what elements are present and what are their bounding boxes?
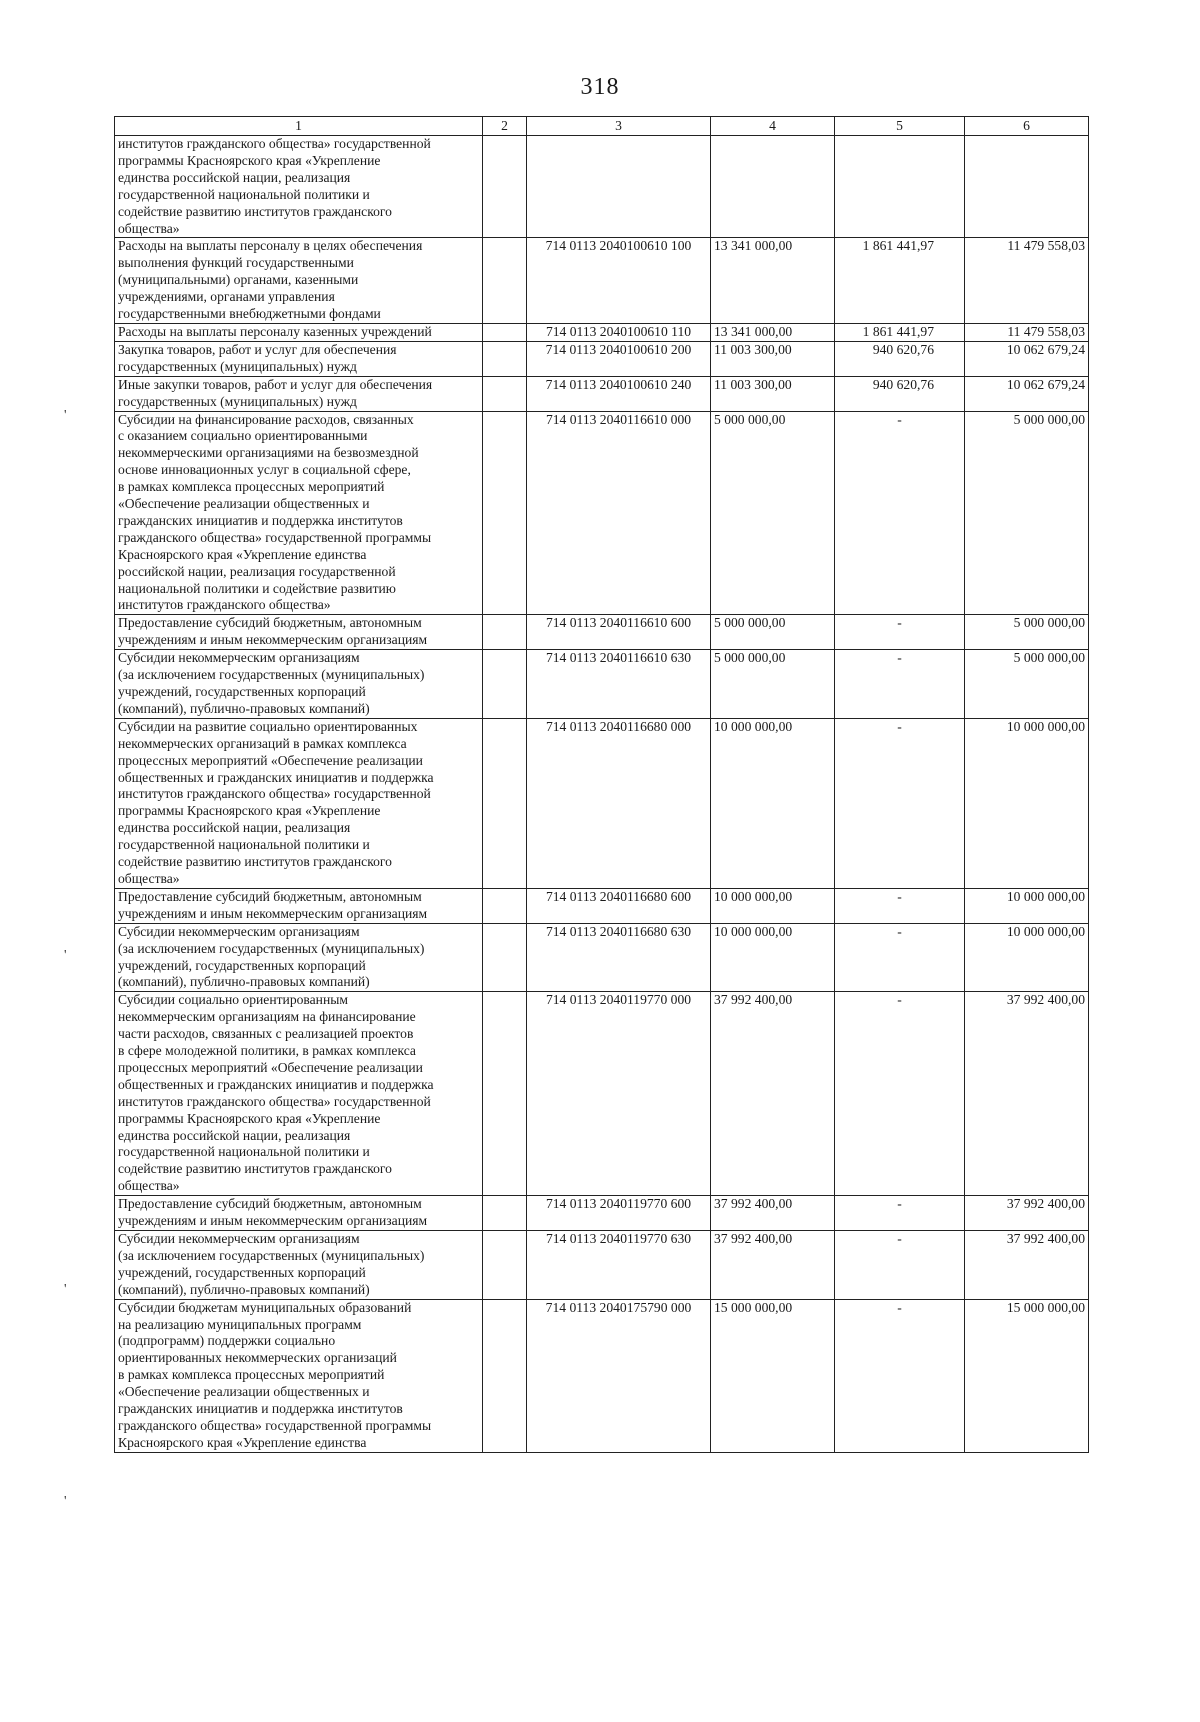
row-remaining-cell: 10 062 679,24 [965,376,1089,411]
row-name-cell: Иные закупки товаров, работ и услуг для обеспечения государственных (муниципальных) нужд [115,376,483,411]
table-row [115,323,1089,341]
row-code-cell: 714 0113 2040175790 000 [527,1299,711,1452]
row-remaining-cell: 37 992 400,00 [965,1196,1089,1231]
row-plan-cell: 13 341 000,00 [711,323,835,341]
row-col2-cell [483,1196,527,1231]
row-code-cell: 714 0113 2040116680 630 [527,923,711,992]
row-executed-cell: - [835,1231,965,1300]
table-row [115,1231,1089,1300]
row-code-cell: 714 0113 2040119770 600 [527,1196,711,1231]
row-remaining-cell: 5 000 000,00 [965,650,1089,719]
row-remaining-cell: 37 992 400,00 [965,992,1089,1196]
row-remaining-cell: 5 000 000,00 [965,615,1089,650]
row-code-cell: 714 0113 2040100610 110 [527,323,711,341]
row-remaining-cell: 10 000 000,00 [965,923,1089,992]
row-code-cell: 714 0113 2040100610 240 [527,376,711,411]
row-col2-cell [483,923,527,992]
table-row [115,136,1089,238]
margin-mark: ' [64,408,67,423]
row-col2-cell [483,1231,527,1300]
column-header-3: 3 [527,117,711,136]
row-name-cell: Расходы на выплаты персоналу в целях обеспечения выполнения функций государственными (муниципальными) органами, казенными учреждениями, органами управления государственными внебюджетными фондами [115,238,483,324]
row-code-cell: 714 0113 2040100610 100 [527,238,711,324]
row-code-cell: 714 0113 2040119770 630 [527,1231,711,1300]
row-executed-cell: - [835,411,965,615]
row-name-cell: Субсидии некоммерческим организациям (за исключением государственных (муниципальных) учреждений, государственных корпораций (компаний), публично-правовых компаний) [115,923,483,992]
row-col2-cell [483,136,527,238]
table-row [115,923,1089,992]
row-col2-cell [483,341,527,376]
row-code-cell: 714 0113 2040116680 600 [527,888,711,923]
row-remaining-cell: 5 000 000,00 [965,411,1089,615]
row-remaining-cell: 10 062 679,24 [965,341,1089,376]
row-plan-cell: 15 000 000,00 [711,1299,835,1452]
table-row [115,888,1089,923]
margin-mark: ' [64,1494,67,1509]
row-col2-cell [483,376,527,411]
row-name-cell: Предоставление субсидий бюджетным, автономным учреждениям и иным некоммерческим организациям [115,888,483,923]
row-code-cell [527,136,711,238]
row-name-cell: Субсидии бюджетам муниципальных образований на реализацию муниципальных программ (подпрограмм) поддержки социально ориентированных некоммерческих организаций в рамках комплекса процессных мероприятий «Обеспечение реализации общественных и гражданских инициатив и поддержка институтов гражданского общества» государственной программы Красноярского края «Укрепление единства [115,1299,483,1452]
table-row [115,1196,1089,1231]
row-remaining-cell: 11 479 558,03 [965,238,1089,324]
row-plan-cell: 37 992 400,00 [711,1196,835,1231]
row-name-cell: Субсидии на финансирование расходов, связанных с оказанием социально ориентированными некоммерческими организациями на безвозмездной основе инновационных услуг в социальной сфере, в рамках комплекса процессных мероприятий «Обеспечение реализации общественных и гражданских инициатив и поддержка институтов гражданского общества» государственной программы Красноярского края «Укрепление единства российской нации, реализация государственной национальной политики и содействие развитию институтов гражданского общества» [115,411,483,615]
row-name-cell: Закупка товаров, работ и услуг для обеспечения государственных (муниципальных) нужд [115,341,483,376]
row-col2-cell [483,888,527,923]
table-row [115,341,1089,376]
column-header-5: 5 [835,117,965,136]
column-header-1: 1 [115,117,483,136]
column-header-2: 2 [483,117,527,136]
column-header-6: 6 [965,117,1089,136]
row-plan-cell: 10 000 000,00 [711,888,835,923]
row-executed-cell: 1 861 441,97 [835,238,965,324]
row-plan-cell: 37 992 400,00 [711,1231,835,1300]
row-plan-cell: 5 000 000,00 [711,650,835,719]
row-executed-cell: - [835,1196,965,1231]
row-plan-cell: 11 003 300,00 [711,341,835,376]
row-remaining-cell: 10 000 000,00 [965,718,1089,888]
row-col2-cell [483,992,527,1196]
row-name-cell: Субсидии некоммерческим организациям (за исключением государственных (муниципальных) учреждений, государственных корпораций (компаний), публично-правовых компаний) [115,650,483,719]
row-remaining-cell: 15 000 000,00 [965,1299,1089,1452]
row-col2-cell [483,238,527,324]
row-plan-cell: 13 341 000,00 [711,238,835,324]
header-row [115,117,1089,136]
row-executed-cell: 940 620,76 [835,341,965,376]
row-plan-cell: 5 000 000,00 [711,411,835,615]
row-executed-cell: - [835,615,965,650]
row-plan-cell: 10 000 000,00 [711,718,835,888]
table-row [115,992,1089,1196]
column-header-4: 4 [711,117,835,136]
row-remaining-cell: 11 479 558,03 [965,323,1089,341]
row-name-cell: Субсидии социально ориентированным некоммерческим организациям на финансирование части расходов, связанных с реализацией проектов в сфере молодежной политики, в рамках комплекса процессных мероприятий «Обеспечение реализации общественных и гражданских инициатив и поддержка институтов гражданского общества» государственной программы Красноярского края «Укрепление единства российской нации, реализация государственной национальной политики и содействие развитию институтов гражданского общества» [115,992,483,1196]
table-row [115,615,1089,650]
margin-mark: ' [64,948,67,963]
table-row [115,650,1089,719]
margin-mark: ' [64,1282,67,1297]
row-col2-cell [483,718,527,888]
row-plan-cell: 37 992 400,00 [711,992,835,1196]
row-col2-cell [483,323,527,341]
row-executed-cell [835,136,965,238]
row-executed-cell: - [835,923,965,992]
row-code-cell: 714 0113 2040116610 000 [527,411,711,615]
row-name-cell: Предоставление субсидий бюджетным, автономным учреждениям и иным некоммерческим организациям [115,1196,483,1231]
row-plan-cell: 5 000 000,00 [711,615,835,650]
row-name-cell: Субсидии на развитие социально ориентированных некоммерческих организаций в рамках комплекса процессных мероприятий «Обеспечение реализации общественных и гражданских инициатив и поддержка институтов гражданского общества» государственной программы Красноярского края «Укрепление единства российской нации, реализация государственной национальной политики и содействие развитию институтов гражданского общества» [115,718,483,888]
table-row [115,376,1089,411]
row-code-cell: 714 0113 2040116610 600 [527,615,711,650]
row-code-cell: 714 0113 2040116680 000 [527,718,711,888]
row-code-cell: 714 0113 2040116610 630 [527,650,711,719]
row-name-cell: Расходы на выплаты персоналу казенных учреждений [115,323,483,341]
row-executed-cell: - [835,718,965,888]
row-code-cell: 714 0113 2040119770 000 [527,992,711,1196]
row-executed-cell: - [835,1299,965,1452]
page-number: 318 [580,74,620,100]
row-name-cell: Предоставление субсидий бюджетным, автономным учреждениям и иным некоммерческим организациям [115,615,483,650]
row-executed-cell: - [835,650,965,719]
table-row [115,1299,1089,1452]
row-col2-cell [483,615,527,650]
row-col2-cell [483,650,527,719]
row-code-cell: 714 0113 2040100610 200 [527,341,711,376]
row-plan-cell: 11 003 300,00 [711,376,835,411]
row-executed-cell: - [835,992,965,1196]
table-row [115,238,1089,324]
row-col2-cell [483,1299,527,1452]
row-name-cell: Субсидии некоммерческим организациям (за исключением государственных (муниципальных) учреждений, государственных корпораций (компаний), публично-правовых компаний) [115,1231,483,1300]
budget-table [114,116,1089,1453]
row-col2-cell [483,411,527,615]
row-remaining-cell [965,136,1089,238]
row-plan-cell [711,136,835,238]
row-plan-cell: 10 000 000,00 [711,923,835,992]
row-remaining-cell: 37 992 400,00 [965,1231,1089,1300]
row-name-cell: институтов гражданского общества» государственной программы Красноярского края «Укрепление единства российской нации, реализация государственной национальной политики и содействие развитию институтов гражданского общества» [115,136,483,238]
table-row [115,718,1089,888]
row-executed-cell: 1 861 441,97 [835,323,965,341]
row-remaining-cell: 10 000 000,00 [965,888,1089,923]
table-row [115,411,1089,615]
row-executed-cell: - [835,888,965,923]
row-executed-cell: 940 620,76 [835,376,965,411]
